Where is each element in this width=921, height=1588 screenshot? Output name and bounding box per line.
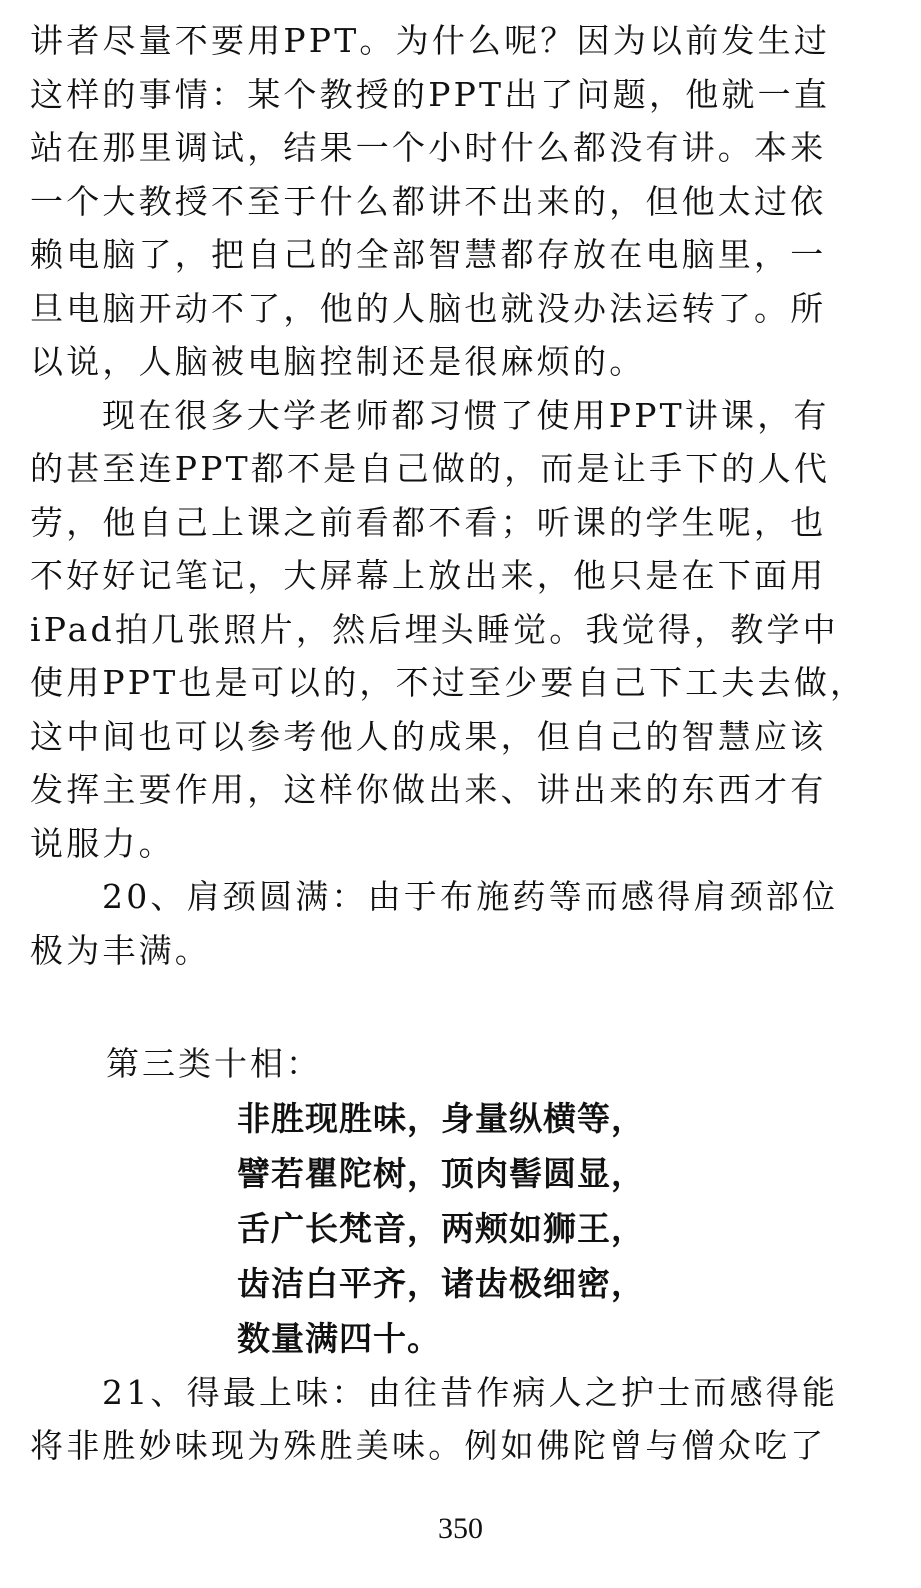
verse-line: 齿洁白平齐，诸齿极细密，: [237, 1263, 645, 1303]
page-content: [30, 14, 872, 1473]
text-line: 20、肩颈圆满：由于布施药等而感得肩颈部位: [102, 877, 839, 916]
text-line: 将非胜妙味现为殊胜美味。例如佛陀曾与僧众吃了: [30, 1426, 827, 1465]
paragraph-item-20: [30, 870, 872, 977]
text-line: 21、得最上味：由往昔作病人之护士而感得能: [102, 1372, 839, 1412]
section-spacer: [30, 977, 872, 1037]
text-line: 的甚至连PPT都不是自己做的，而是让手下的人代: [30, 449, 831, 488]
paragraph-item-21: [30, 1366, 872, 1473]
text-line: 现在很多大学老师都习惯了使用PPT讲课，有: [102, 395, 830, 435]
text-line: 这样的事情：某个教授的PPT出了问题，他就一直: [30, 74, 831, 114]
text-line: 发挥主要作用，这样你做出来、讲出来的东西才有: [30, 770, 827, 809]
verse-line: 譬若瞿陀树，顶肉髻圆显，: [237, 1153, 645, 1193]
text-line: 这中间也可以参考他人的成果，但自己的智慧应该: [30, 716, 827, 756]
paragraph-teachers-ppt: [30, 389, 872, 871]
text-line: 赖电脑了，把自己的全部智慧都存放在电脑里，一: [30, 235, 827, 274]
text-line: 劳，他自己上课之前看都不看；听课的学生呢，也: [30, 502, 827, 542]
text-line: 旦电脑开动不了，他的人脑也就没办法运转了。所: [30, 288, 827, 328]
section-heading: 第三类十相：: [106, 1044, 322, 1083]
verse-line: 数量满四十。: [237, 1318, 441, 1358]
verse-block: [30, 1091, 872, 1366]
paragraph-ppt-intro: [30, 14, 872, 389]
text-line: 站在那里调试，结果一个小时什么都没有讲。本来: [30, 128, 827, 167]
text-line: 不好好记笔记，大屏幕上放出来，他只是在下面用: [30, 556, 827, 595]
text-line: 一个大教授不至于什么都讲不出来的，但他太过依: [30, 181, 827, 221]
text-line: 使用PPT也是可以的，不过至少要自己下工夫去做，: [30, 663, 867, 702]
text-line: 极为丰满。: [30, 930, 211, 970]
text-line: 说服力。: [30, 823, 175, 863]
verse-line: 非胜现胜味，身量纵横等，: [237, 1098, 645, 1138]
text-line: iPad拍几张照片，然后埋头睡觉。我觉得，教学中: [30, 609, 839, 649]
text-line: 以说，人脑被电脑控制还是很麻烦的。: [30, 342, 646, 381]
text-line: 讲者尽量不要用PPT。为什么呢？因为以前发生过: [30, 21, 831, 60]
page-number: 350: [438, 1512, 483, 1545]
verse-line: 舌广长梵音，两颊如狮王，: [237, 1208, 645, 1248]
